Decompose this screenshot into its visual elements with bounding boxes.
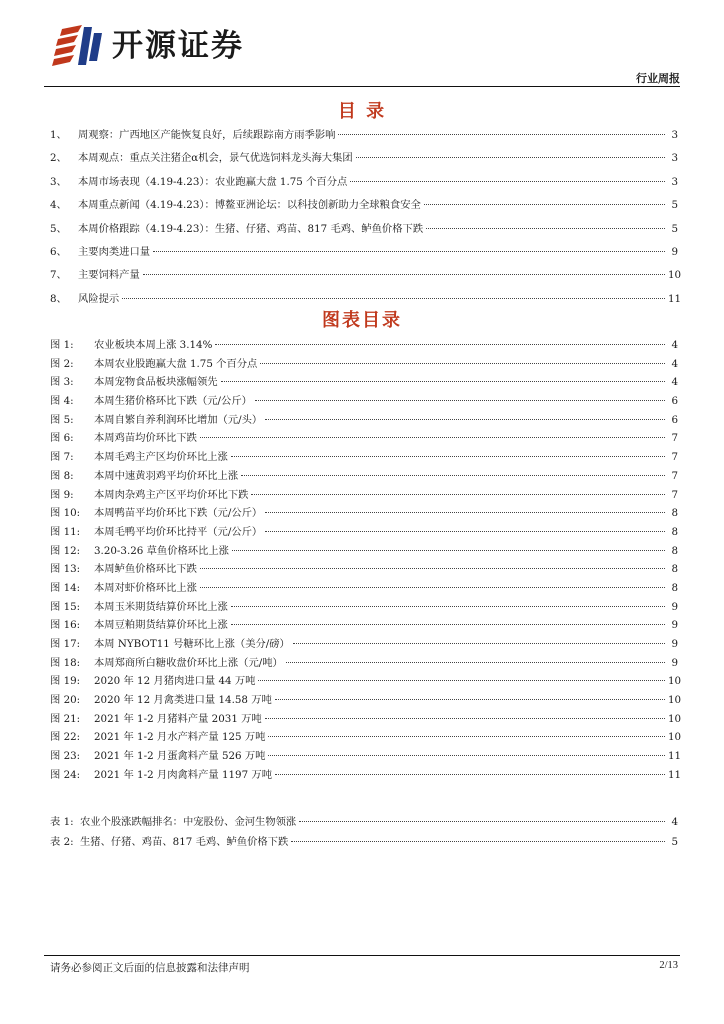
table-item-leader-dots (299, 821, 665, 822)
figure-item-number: 图 6: (50, 432, 74, 445)
figure-item-leader-dots (200, 587, 665, 588)
figure-item-label: 本周自繁自养利润环比增加（元/头） (94, 413, 263, 426)
figure-item[interactable] (50, 654, 678, 673)
figure-item-page: 7 (671, 451, 678, 464)
figure-item[interactable] (50, 691, 682, 710)
figure-item[interactable] (50, 523, 678, 542)
figure-item[interactable] (50, 411, 678, 430)
figure-item-label: 2021 年 1-2 月猪料产量 2031 万吨 (94, 712, 262, 725)
figure-item-page: 6 (671, 413, 678, 426)
report-type-label: 行业周报 (636, 72, 680, 85)
figure-item-page: 10 (668, 675, 682, 688)
figures-list (50, 336, 682, 785)
toc-item-number: 5、 (50, 222, 67, 235)
toc-item[interactable] (50, 126, 678, 149)
table-item-label: 生猪、仔猪、鸡苗、817 毛鸡、鲈鱼价格下跌 (80, 835, 289, 848)
figure-item-number: 图 2: (50, 357, 74, 370)
figure-item-page: 7 (671, 432, 678, 445)
figure-item[interactable] (50, 616, 678, 635)
toc-item-label: 本周观点：重点关注猪企α机会，景气优选饲料龙头海大集团 (78, 152, 353, 165)
figure-item-leader-dots (255, 400, 665, 401)
figure-item-leader-dots (251, 494, 665, 495)
figure-item-number: 图 21: (50, 712, 81, 725)
figure-item-page: 10 (668, 731, 682, 744)
figure-item-number: 图 22: (50, 731, 81, 744)
toc-item-number: 7、 (50, 269, 67, 282)
figure-item-leader-dots (268, 755, 665, 756)
figure-item-number: 图 11: (50, 525, 81, 538)
figure-item-label: 3.20-3.26 草鱼价格环比上涨 (94, 544, 229, 557)
figure-item-label: 2020 年 12 月猪肉进口量 44 万吨 (94, 675, 256, 688)
figure-item-label: 本周宠物食品板块涨幅领先 (94, 376, 218, 389)
toc-item[interactable] (50, 173, 678, 196)
figure-item-page: 8 (671, 563, 678, 576)
table-item-page: 4 (671, 816, 678, 828)
figure-item-number: 图 7: (50, 451, 74, 464)
figure-item-label: 2021 年 1-2 月水产料产量 125 万吨 (94, 731, 266, 744)
toc-item-leader-dots (153, 251, 665, 252)
figure-item-number: 图 9: (50, 488, 74, 501)
toc-title: 目 录 (337, 101, 387, 122)
toc-item-page: 5 (671, 199, 678, 212)
company-logo (52, 22, 282, 70)
figure-item-leader-dots (258, 680, 665, 681)
figure-item-label: 本周毛鸡主产区均价环比上涨 (94, 451, 228, 464)
table-item[interactable] (50, 813, 678, 833)
toc-item-label: 本周价格跟踪（4.19-4.23）：生猪、仔猪、鸡苗、817 毛鸡、鲈鱼价格下跌 (78, 222, 424, 235)
toc-item[interactable] (50, 243, 678, 266)
figure-item-leader-dots (265, 531, 665, 532)
figure-item-leader-dots (200, 568, 665, 569)
figure-item-label: 本周毛鸭平均价环比持平（元/公斤） (94, 525, 263, 538)
figure-item[interactable] (50, 504, 678, 523)
figure-item[interactable] (50, 672, 682, 691)
figure-item-page: 7 (671, 469, 678, 482)
figure-item-page: 6 (671, 395, 678, 408)
toc-item-page: 3 (671, 129, 678, 141)
figure-item-page: 11 (668, 750, 682, 763)
footer-disclaimer: 请务必参阅正文后面的信息披露和法律声明 (50, 962, 250, 974)
figure-item-leader-dots (241, 475, 665, 476)
figures-title: 图表目录 (322, 310, 402, 331)
toc-item[interactable] (50, 266, 682, 289)
figure-item-page: 9 (671, 638, 678, 650)
figure-item-leader-dots (231, 456, 665, 457)
figure-item[interactable] (50, 710, 682, 729)
figure-item-number: 图 1: (50, 339, 74, 351)
figure-item-number: 图 18: (50, 656, 81, 669)
figure-item-label: 本周对虾价格环比上涨 (94, 581, 197, 594)
toc-item-leader-dots (356, 157, 665, 158)
figure-item-label: 2021 年 1-2 月肉禽料产量 1197 万吨 (94, 768, 273, 781)
figure-item-number: 图 3: (50, 376, 74, 389)
table-item-number: 表 2: (50, 835, 74, 848)
table-item[interactable] (50, 833, 678, 853)
figure-item-page: 8 (671, 544, 678, 557)
figure-item[interactable] (50, 635, 678, 654)
toc-item[interactable] (50, 149, 678, 172)
figure-item-page: 9 (671, 656, 678, 669)
figure-item-number: 图 16: (50, 619, 81, 632)
figure-item-page: 7 (671, 488, 678, 501)
tables-list (50, 813, 678, 852)
figure-item-label: 本周生猪价格环比下跌（元/公斤） (94, 395, 252, 408)
figure-item-label: 本周鸭苗平均价环比下跌（元/公斤） (94, 507, 263, 520)
figure-item[interactable] (50, 392, 678, 411)
figure-item-label: 农业板块本周上涨 3.14% (94, 339, 213, 351)
toc-item-label: 风险提示 (78, 292, 120, 305)
figure-item-page: 8 (671, 525, 678, 538)
toc-item-page: 3 (671, 152, 678, 165)
figure-item-page: 9 (671, 619, 678, 632)
toc-item-number: 1、 (50, 129, 67, 141)
toc-item-page: 11 (668, 292, 682, 305)
figure-item-label: 本周中速黄羽鸡平均价环比上涨 (94, 469, 239, 482)
figure-item-number: 图 19: (50, 675, 81, 688)
table-item-label: 农业个股涨跌幅排名：中宠股份、金河生物领涨 (80, 816, 297, 828)
figure-item-label: 本周豆粕期货结算价环比上涨 (94, 619, 228, 632)
toc-item-page: 10 (668, 269, 682, 282)
figure-item-leader-dots (231, 606, 665, 607)
figure-item-leader-dots (265, 512, 665, 513)
figure-item[interactable] (50, 429, 678, 448)
figure-item-page: 10 (668, 694, 682, 707)
toc-item-leader-dots (143, 274, 665, 275)
table-item-page: 5 (671, 835, 678, 848)
figure-item-number: 图 14: (50, 581, 81, 594)
toc-item-label: 本周重点新闻（4.19-4.23）：博鳌亚洲论坛：以科技创新助力全球粮食安全 (78, 199, 421, 212)
toc-item-leader-dots (122, 298, 665, 299)
figure-item[interactable] (50, 355, 678, 374)
figure-item-number: 图 15: (50, 600, 81, 613)
figure-item[interactable] (50, 542, 678, 561)
figure-item-page: 8 (671, 507, 678, 520)
table-item-number: 表 1: (50, 816, 74, 828)
figure-item-number: 图 12: (50, 544, 81, 557)
toc-item-label: 主要饲料产量 (78, 269, 140, 282)
figure-item-leader-dots (268, 736, 665, 737)
toc-item-number: 3、 (50, 175, 67, 188)
figure-item-label: 本周 NYBOT11 号糖环比上涨（美分/磅） (94, 638, 290, 650)
header-divider (44, 86, 680, 87)
figure-item-number: 图 20: (50, 694, 81, 707)
figure-item-page: 4 (671, 357, 678, 370)
toc-item-leader-dots (350, 181, 665, 182)
figure-item[interactable] (50, 579, 678, 598)
figure-item[interactable] (50, 728, 682, 747)
table-item-leader-dots (291, 841, 665, 842)
figure-item-page: 11 (668, 768, 682, 781)
figure-item[interactable] (50, 467, 678, 486)
figure-item-number: 图 10: (50, 507, 81, 520)
figure-item-number: 图 5: (50, 413, 74, 426)
figure-item-leader-dots (215, 344, 665, 345)
toc-item-number: 8、 (50, 292, 67, 305)
toc-item-page: 3 (671, 175, 678, 188)
toc-item-label: 主要肉类进口量 (78, 245, 151, 258)
toc-item-number: 2、 (50, 152, 67, 165)
figure-item-leader-dots (275, 699, 665, 700)
figure-item[interactable] (50, 598, 678, 617)
figure-item-label: 本周玉米期货结算价环比上涨 (94, 600, 228, 613)
toc-item-leader-dots (338, 134, 665, 135)
figure-item-leader-dots (232, 550, 665, 551)
figure-item-number: 图 13: (50, 563, 81, 576)
figure-item-label: 本周农业股跑赢大盘 1.75 个百分点 (94, 357, 258, 370)
toc-item-label: 本周市场表现（4.19-4.23）：农业跑赢大盘 1.75 个百分点 (78, 175, 348, 188)
logo-mark-icon (52, 23, 108, 69)
figure-item-leader-dots (286, 662, 665, 663)
toc-item-page: 5 (671, 222, 678, 235)
figure-item-leader-dots (231, 624, 665, 625)
figure-item-leader-dots (265, 419, 665, 420)
toc-item-number: 6、 (50, 245, 67, 258)
figure-item-label: 2020 年 12 月禽类进口量 14.58 万吨 (94, 694, 272, 707)
figure-item-number: 图 23: (50, 750, 81, 763)
figure-item-label: 本周肉杂鸡主产区平均价环比下跌 (94, 488, 249, 501)
toc-item-label: 周观察：广西地区产能恢复良好，后续跟踪南方雨季影响 (78, 129, 336, 141)
toc-item-leader-dots (426, 228, 665, 229)
footer-divider (44, 955, 680, 956)
figure-item-page: 8 (671, 581, 678, 594)
figure-item[interactable] (50, 747, 682, 766)
figure-item[interactable] (50, 486, 678, 505)
figure-item-page: 4 (671, 376, 678, 389)
figure-item-leader-dots (200, 437, 665, 438)
toc-item[interactable] (50, 220, 678, 243)
figure-item-leader-dots (293, 643, 665, 644)
figure-item-page: 4 (671, 339, 678, 351)
figure-item-page: 9 (671, 600, 678, 613)
toc-list (50, 126, 682, 313)
figure-item-leader-dots (275, 774, 665, 775)
figure-item-page: 10 (668, 712, 682, 725)
figure-item-label: 本周鲈鱼价格环比下跌 (94, 563, 197, 576)
figure-item-label: 2021 年 1-2 月蛋禽料产量 526 万吨 (94, 750, 266, 763)
page-indicator: 2/13 (659, 960, 678, 971)
figure-item[interactable] (50, 336, 678, 355)
figure-item[interactable] (50, 448, 678, 467)
toc-item-page: 9 (671, 245, 678, 258)
figure-item-number: 图 4: (50, 395, 74, 408)
logo-text: 开源证券 (112, 28, 244, 64)
toc-item-number: 4、 (50, 199, 67, 212)
figure-item-leader-dots (260, 363, 665, 364)
figure-item[interactable] (50, 766, 682, 785)
figure-item-number: 图 8: (50, 469, 74, 482)
figure-item-leader-dots (221, 381, 665, 382)
figure-item-leader-dots (265, 718, 665, 719)
figure-item[interactable] (50, 373, 678, 392)
figure-item-label: 本周鸡苗均价环比下跌 (94, 432, 197, 445)
figure-item-number: 图 17: (50, 638, 81, 650)
toc-item-leader-dots (424, 204, 665, 205)
figure-item[interactable] (50, 560, 678, 579)
toc-item[interactable] (50, 196, 678, 219)
figure-item-label: 本周郑商所白糖收盘价环比上涨（元/吨） (94, 656, 283, 669)
figure-item-number: 图 24: (50, 768, 81, 781)
